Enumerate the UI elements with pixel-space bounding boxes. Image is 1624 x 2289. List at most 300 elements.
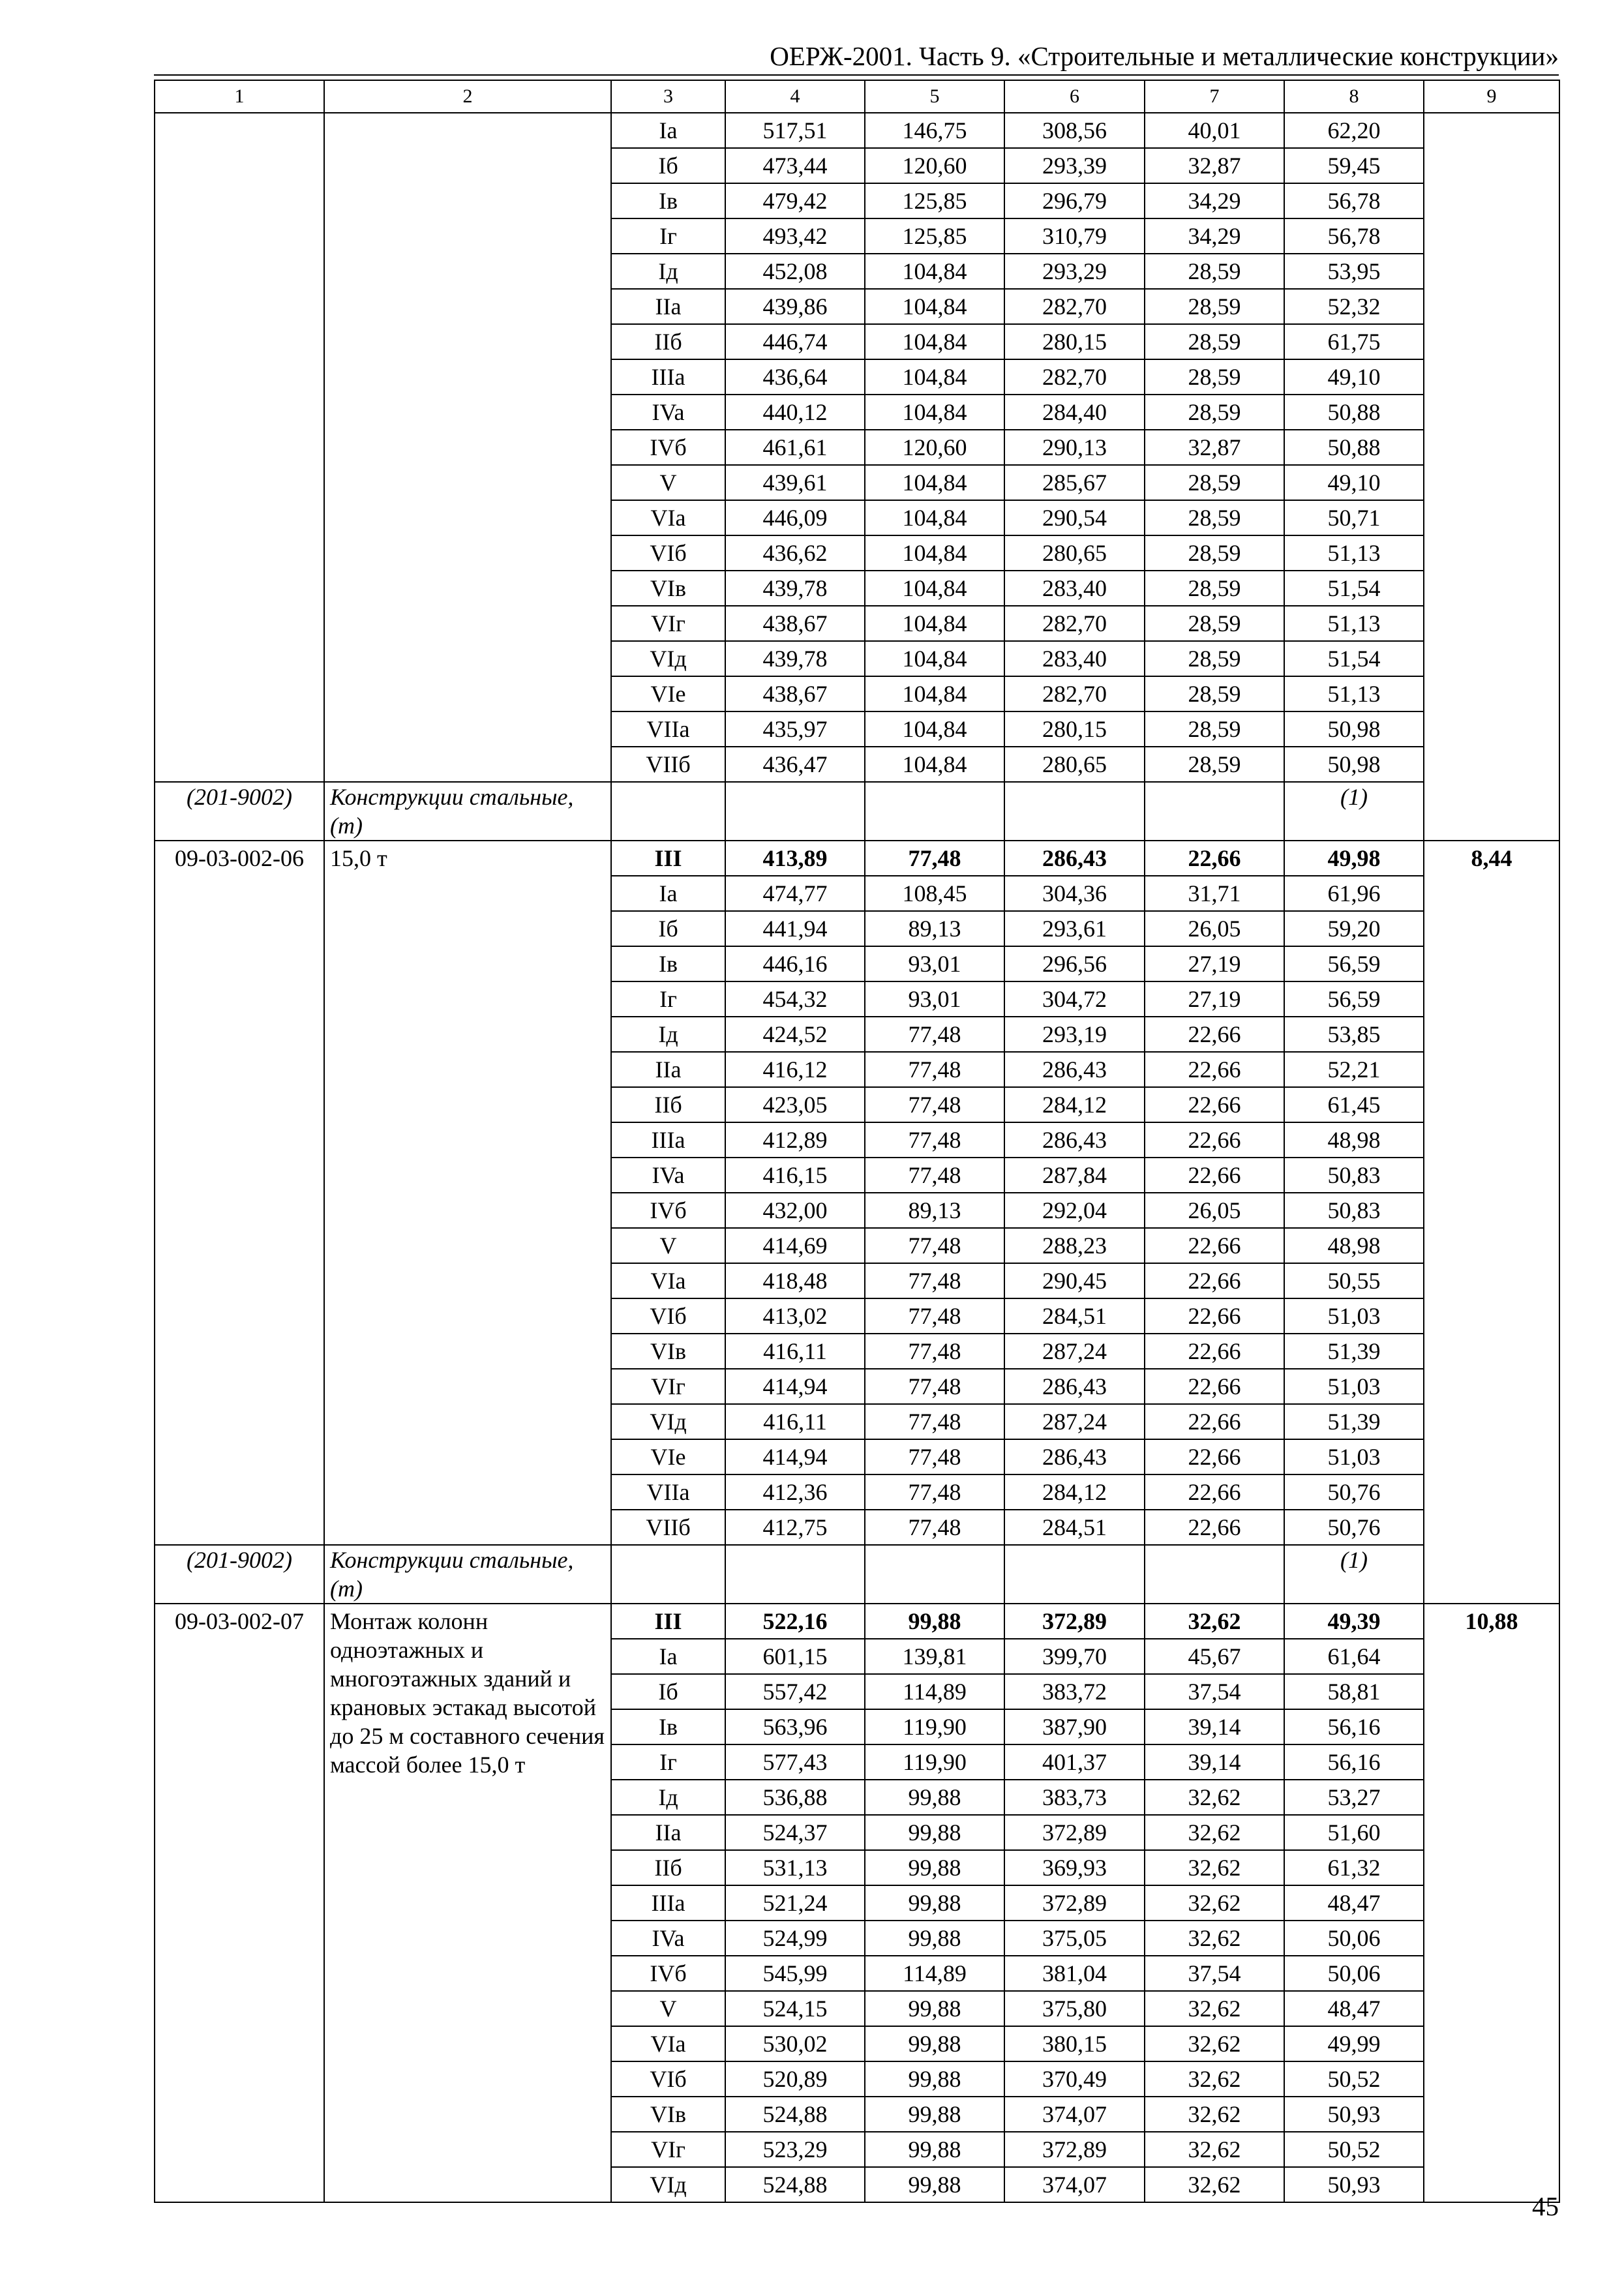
value-cell: 61,64 xyxy=(1284,1639,1424,1674)
value-cell: 372,89 xyxy=(1004,2132,1145,2167)
value-cell: 418,48 xyxy=(725,1263,865,1298)
value-cell: 439,78 xyxy=(725,641,865,676)
value-cell: 104,84 xyxy=(865,571,1004,606)
value-cell: 104,84 xyxy=(865,535,1004,571)
value-cell: 28,59 xyxy=(1145,606,1284,641)
value-cell: 49,10 xyxy=(1284,465,1424,500)
value-cell: 104,84 xyxy=(865,324,1004,359)
value-cell: 104,84 xyxy=(865,289,1004,324)
value-cell: 48,47 xyxy=(1284,1885,1424,1921)
value-cell: 413,02 xyxy=(725,1298,865,1334)
value-cell: 53,85 xyxy=(1284,1017,1424,1052)
zone-cell: Iв xyxy=(611,1709,725,1744)
value-cell: 56,16 xyxy=(1284,1709,1424,1744)
value-cell: 50,93 xyxy=(1284,2167,1424,2202)
value-cell: 293,29 xyxy=(1004,254,1145,289)
value-cell: 296,56 xyxy=(1004,946,1145,981)
value-cell: 22,66 xyxy=(1145,1439,1284,1474)
value-cell: 49,98 xyxy=(1284,841,1424,876)
value-cell: 51,39 xyxy=(1284,1334,1424,1369)
value-cell: 283,40 xyxy=(1004,571,1145,606)
value-cell: 293,19 xyxy=(1004,1017,1145,1052)
value-cell: 27,19 xyxy=(1145,981,1284,1017)
value-cell: 56,16 xyxy=(1284,1744,1424,1780)
zone-cell: V xyxy=(611,1991,725,2026)
value-cell: 381,04 xyxy=(1004,1956,1145,1991)
value-cell: 32,62 xyxy=(1145,1921,1284,1956)
value-cell: 77,48 xyxy=(865,1334,1004,1369)
value-cell: 522,16 xyxy=(725,1604,865,1639)
value-cell: 77,48 xyxy=(865,841,1004,876)
value-cell: 51,13 xyxy=(1284,606,1424,641)
zone-cell: Iд xyxy=(611,1780,725,1815)
value-cell: 375,05 xyxy=(1004,1921,1145,1956)
material-code: (201-9002) xyxy=(155,782,324,841)
value-cell: 22,66 xyxy=(1145,1404,1284,1439)
value-cell: 284,12 xyxy=(1004,1474,1145,1510)
value-cell: 26,05 xyxy=(1145,911,1284,946)
zone-cell: IIб xyxy=(611,1850,725,1885)
zone-cell: IVa xyxy=(611,1921,725,1956)
labor-cost-cell xyxy=(1424,113,1559,841)
zone-cell: VIб xyxy=(611,535,725,571)
value-cell: 28,59 xyxy=(1145,500,1284,535)
value-cell: 436,62 xyxy=(725,535,865,571)
value-cell: 22,66 xyxy=(1145,1228,1284,1263)
column-number: 4 xyxy=(725,80,865,113)
zone-cell: VIв xyxy=(611,2097,725,2132)
value-cell: 34,29 xyxy=(1145,218,1284,254)
zone-cell: VIIб xyxy=(611,1510,725,1545)
zone-cell: IIб xyxy=(611,324,725,359)
value-cell: 284,51 xyxy=(1004,1510,1145,1545)
value-cell: 282,70 xyxy=(1004,606,1145,641)
value-cell: 22,66 xyxy=(1145,841,1284,876)
value-cell: 50,93 xyxy=(1284,2097,1424,2132)
value-cell: 22,66 xyxy=(1145,1052,1284,1087)
value-cell: 372,89 xyxy=(1004,1885,1145,1921)
value-cell: 32,62 xyxy=(1145,1885,1284,1921)
value-cell: 446,74 xyxy=(725,324,865,359)
value-cell: 461,61 xyxy=(725,430,865,465)
value-cell: 104,84 xyxy=(865,500,1004,535)
labor-cost-cell xyxy=(1424,1604,1559,2202)
value-cell: 22,66 xyxy=(1145,1263,1284,1298)
value-cell: 37,54 xyxy=(1145,1674,1284,1709)
value-cell: 22,66 xyxy=(1145,1087,1284,1122)
value-cell: 32,62 xyxy=(1145,1604,1284,1639)
material-quantity: (1) xyxy=(1284,782,1424,841)
value-cell: 45,67 xyxy=(1145,1639,1284,1674)
value-cell: 436,64 xyxy=(725,359,865,395)
empty-cell xyxy=(611,782,725,841)
zone-cell: Iд xyxy=(611,254,725,289)
value-cell: 436,47 xyxy=(725,747,865,782)
value-cell: 286,43 xyxy=(1004,1122,1145,1158)
value-cell: 439,86 xyxy=(725,289,865,324)
work-name: 15,0 т xyxy=(330,845,387,871)
value-cell: 372,89 xyxy=(1004,1604,1145,1639)
value-cell: 293,39 xyxy=(1004,148,1145,183)
zone-cell: VIIа xyxy=(611,1474,725,1510)
material-row xyxy=(155,1545,1559,1604)
value-cell: 545,99 xyxy=(725,1956,865,1991)
column-number: 1 xyxy=(155,80,324,113)
value-cell: 536,88 xyxy=(725,1780,865,1815)
value-cell: 37,54 xyxy=(1145,1956,1284,1991)
value-cell: 32,62 xyxy=(1145,1780,1284,1815)
value-cell: 50,83 xyxy=(1284,1193,1424,1228)
value-cell: 577,43 xyxy=(725,1744,865,1780)
column-number: 9 xyxy=(1424,80,1559,113)
value-cell: 28,59 xyxy=(1145,395,1284,430)
value-cell: 521,24 xyxy=(725,1885,865,1921)
value-cell: 308,56 xyxy=(1004,113,1145,148)
labor-cost-cell xyxy=(1424,841,1559,1604)
value-cell: 61,45 xyxy=(1284,1087,1424,1122)
zone-cell: VIд xyxy=(611,2167,725,2202)
zone-cell: VIг xyxy=(611,606,725,641)
work-name-cell xyxy=(324,113,611,782)
value-cell: 50,88 xyxy=(1284,395,1424,430)
value-cell: 104,84 xyxy=(865,676,1004,711)
value-cell: 89,13 xyxy=(865,1193,1004,1228)
empty-cell xyxy=(1004,782,1145,841)
value-cell: 524,88 xyxy=(725,2167,865,2202)
value-cell: 99,88 xyxy=(865,2097,1004,2132)
value-cell: 104,84 xyxy=(865,711,1004,747)
value-cell: 22,66 xyxy=(1145,1334,1284,1369)
value-cell: 416,15 xyxy=(725,1158,865,1193)
value-cell: 77,48 xyxy=(865,1017,1004,1052)
value-cell: 32,62 xyxy=(1145,2167,1284,2202)
labor-cost-value: 8,44 xyxy=(1471,845,1512,871)
value-cell: 48,47 xyxy=(1284,1991,1424,2026)
value-cell: 56,78 xyxy=(1284,183,1424,218)
value-cell: 454,32 xyxy=(725,981,865,1017)
value-cell: 49,10 xyxy=(1284,359,1424,395)
value-cell: 99,88 xyxy=(865,1780,1004,1815)
value-cell: 452,08 xyxy=(725,254,865,289)
value-cell: 51,39 xyxy=(1284,1404,1424,1439)
zone-cell: IVб xyxy=(611,1193,725,1228)
value-cell: 524,15 xyxy=(725,1991,865,2026)
value-cell: 282,70 xyxy=(1004,289,1145,324)
value-cell: 424,52 xyxy=(725,1017,865,1052)
value-cell: 77,48 xyxy=(865,1369,1004,1404)
value-cell: 34,29 xyxy=(1145,183,1284,218)
rate-code: 09-03-002-07 xyxy=(175,1608,304,1634)
value-cell: 387,90 xyxy=(1004,1709,1145,1744)
value-cell: 99,88 xyxy=(865,2061,1004,2097)
value-cell: 520,89 xyxy=(725,2061,865,2097)
value-cell: 282,70 xyxy=(1004,676,1145,711)
value-cell: 383,73 xyxy=(1004,1780,1145,1815)
value-cell: 99,88 xyxy=(865,1850,1004,1885)
zone-cell: IIа xyxy=(611,1815,725,1850)
value-cell: 557,42 xyxy=(725,1674,865,1709)
work-name xyxy=(330,113,605,116)
value-cell: 99,88 xyxy=(865,1815,1004,1850)
value-cell: 412,89 xyxy=(725,1122,865,1158)
value-cell: 51,13 xyxy=(1284,676,1424,711)
value-cell: 446,16 xyxy=(725,946,865,981)
zone-cell: Iв xyxy=(611,183,725,218)
empty-cell xyxy=(611,1545,725,1604)
value-cell: 28,59 xyxy=(1145,289,1284,324)
value-cell: 114,89 xyxy=(865,1674,1004,1709)
value-cell: 440,12 xyxy=(725,395,865,430)
zone-cell: VIa xyxy=(611,1263,725,1298)
zone-cell: Iб xyxy=(611,911,725,946)
value-cell: 59,45 xyxy=(1284,148,1424,183)
value-cell: 286,43 xyxy=(1004,1439,1145,1474)
value-cell: 374,07 xyxy=(1004,2167,1145,2202)
zone-cell: VIa xyxy=(611,2026,725,2061)
empty-cell xyxy=(1004,1545,1145,1604)
material-code: (201-9002) xyxy=(155,1545,324,1604)
value-cell: 52,21 xyxy=(1284,1052,1424,1087)
table-row xyxy=(155,841,1559,876)
value-cell: 99,88 xyxy=(865,2167,1004,2202)
value-cell: 48,98 xyxy=(1284,1228,1424,1263)
value-cell: 28,59 xyxy=(1145,641,1284,676)
value-cell: 28,59 xyxy=(1145,254,1284,289)
value-cell: 413,89 xyxy=(725,841,865,876)
value-cell: 293,61 xyxy=(1004,911,1145,946)
value-cell: 414,94 xyxy=(725,1439,865,1474)
value-cell: 26,05 xyxy=(1145,1193,1284,1228)
value-cell: 290,45 xyxy=(1004,1263,1145,1298)
zone-cell: VIв xyxy=(611,571,725,606)
value-cell: 104,84 xyxy=(865,465,1004,500)
value-cell: 524,37 xyxy=(725,1815,865,1850)
zone-cell: Iг xyxy=(611,218,725,254)
value-cell: 292,04 xyxy=(1004,1193,1145,1228)
value-cell: 290,54 xyxy=(1004,500,1145,535)
value-cell: 77,48 xyxy=(865,1510,1004,1545)
value-cell: 51,54 xyxy=(1284,641,1424,676)
value-cell: 32,62 xyxy=(1145,1815,1284,1850)
work-name-cell xyxy=(324,1604,611,2202)
value-cell: 77,48 xyxy=(865,1439,1004,1474)
zone-cell: Iв xyxy=(611,946,725,981)
value-cell: 523,29 xyxy=(725,2132,865,2167)
value-cell: 27,19 xyxy=(1145,946,1284,981)
table-row xyxy=(155,113,1559,148)
value-cell: 441,94 xyxy=(725,911,865,946)
value-cell: 77,48 xyxy=(865,1263,1004,1298)
value-cell: 280,65 xyxy=(1004,535,1145,571)
value-cell: 77,48 xyxy=(865,1474,1004,1510)
value-cell: 28,59 xyxy=(1145,324,1284,359)
value-cell: 31,71 xyxy=(1145,876,1284,911)
value-cell: 104,84 xyxy=(865,359,1004,395)
value-cell: 401,37 xyxy=(1004,1744,1145,1780)
value-cell: 50,88 xyxy=(1284,430,1424,465)
value-cell: 438,67 xyxy=(725,606,865,641)
value-cell: 51,03 xyxy=(1284,1439,1424,1474)
value-cell: 286,43 xyxy=(1004,1052,1145,1087)
value-cell: 369,93 xyxy=(1004,1850,1145,1885)
zone-cell: Iд xyxy=(611,1017,725,1052)
value-cell: 146,75 xyxy=(865,113,1004,148)
value-cell: 48,98 xyxy=(1284,1122,1424,1158)
value-cell: 93,01 xyxy=(865,946,1004,981)
zone-cell: VIг xyxy=(611,1369,725,1404)
value-cell: 50,76 xyxy=(1284,1510,1424,1545)
value-cell: 290,13 xyxy=(1004,430,1145,465)
value-cell: 412,75 xyxy=(725,1510,865,1545)
value-cell: 304,72 xyxy=(1004,981,1145,1017)
value-cell: 93,01 xyxy=(865,981,1004,1017)
value-cell: 284,51 xyxy=(1004,1298,1145,1334)
rates-table xyxy=(154,80,1560,2203)
value-cell: 287,24 xyxy=(1004,1334,1145,1369)
value-cell: 287,84 xyxy=(1004,1158,1145,1193)
value-cell: 524,99 xyxy=(725,1921,865,1956)
rate-code-cell xyxy=(155,1604,324,2202)
value-cell: 61,75 xyxy=(1284,324,1424,359)
value-cell: 39,14 xyxy=(1145,1709,1284,1744)
value-cell: 51,03 xyxy=(1284,1369,1424,1404)
value-cell: 50,83 xyxy=(1284,1158,1424,1193)
value-cell: 383,72 xyxy=(1004,1674,1145,1709)
value-cell: 77,48 xyxy=(865,1298,1004,1334)
page-header: ОЕРЖ-2001. Часть 9. «Строительные и металлические конструкции» xyxy=(770,41,1559,71)
rate-code: 09-03-002-06 xyxy=(175,845,304,871)
value-cell: 283,40 xyxy=(1004,641,1145,676)
value-cell: 99,88 xyxy=(865,1921,1004,1956)
value-cell: 119,90 xyxy=(865,1709,1004,1744)
value-cell: 28,59 xyxy=(1145,359,1284,395)
value-cell: 77,48 xyxy=(865,1122,1004,1158)
value-cell: 77,48 xyxy=(865,1228,1004,1263)
value-cell: 51,13 xyxy=(1284,535,1424,571)
zone-cell: Iб xyxy=(611,1674,725,1709)
value-cell: 375,80 xyxy=(1004,1991,1145,2026)
empty-cell xyxy=(725,1545,865,1604)
zone-cell: VIе xyxy=(611,1439,725,1474)
rate-code-cell xyxy=(155,113,324,782)
value-cell: 32,62 xyxy=(1145,1850,1284,1885)
value-cell: 28,59 xyxy=(1145,711,1284,747)
value-cell: 58,81 xyxy=(1284,1674,1424,1709)
value-cell: 435,97 xyxy=(725,711,865,747)
zone-cell: Ia xyxy=(611,876,725,911)
value-cell: 22,66 xyxy=(1145,1158,1284,1193)
empty-cell xyxy=(725,782,865,841)
value-cell: 56,59 xyxy=(1284,946,1424,981)
zone-cell: VIд xyxy=(611,1404,725,1439)
value-cell: 104,84 xyxy=(865,395,1004,430)
value-cell: 32,87 xyxy=(1145,430,1284,465)
zone-cell: IIIа xyxy=(611,1885,725,1921)
zone-cell: IVa xyxy=(611,395,725,430)
zone-cell: Iг xyxy=(611,1744,725,1780)
value-cell: 50,06 xyxy=(1284,1921,1424,1956)
value-cell: 77,48 xyxy=(865,1404,1004,1439)
value-cell: 61,96 xyxy=(1284,876,1424,911)
table-row xyxy=(155,1604,1559,1639)
value-cell: 432,00 xyxy=(725,1193,865,1228)
zone-cell: VIб xyxy=(611,1298,725,1334)
value-cell: 439,61 xyxy=(725,465,865,500)
value-cell: 22,66 xyxy=(1145,1017,1284,1052)
zone-cell: IVб xyxy=(611,430,725,465)
value-cell: 423,05 xyxy=(725,1087,865,1122)
value-cell: 99,88 xyxy=(865,2132,1004,2167)
value-cell: 114,89 xyxy=(865,1956,1004,1991)
value-cell: 399,70 xyxy=(1004,1639,1145,1674)
column-number: 5 xyxy=(865,80,1004,113)
value-cell: 287,24 xyxy=(1004,1404,1145,1439)
zone-cell: IIа xyxy=(611,289,725,324)
value-cell: 56,78 xyxy=(1284,218,1424,254)
value-cell: 89,13 xyxy=(865,911,1004,946)
value-cell: 51,60 xyxy=(1284,1815,1424,1850)
zone-cell: Ia xyxy=(611,113,725,148)
value-cell: 473,44 xyxy=(725,148,865,183)
value-cell: 531,13 xyxy=(725,1850,865,1885)
value-cell: 32,62 xyxy=(1145,2026,1284,2061)
value-cell: 601,15 xyxy=(725,1639,865,1674)
value-cell: 59,20 xyxy=(1284,911,1424,946)
value-cell: 530,02 xyxy=(725,2026,865,2061)
value-cell: 22,66 xyxy=(1145,1122,1284,1158)
value-cell: 51,54 xyxy=(1284,571,1424,606)
value-cell: 296,79 xyxy=(1004,183,1145,218)
column-number: 2 xyxy=(324,80,611,113)
value-cell: 50,06 xyxy=(1284,1956,1424,1991)
value-cell: 49,99 xyxy=(1284,2026,1424,2061)
value-cell: 282,70 xyxy=(1004,359,1145,395)
value-cell: 50,71 xyxy=(1284,500,1424,535)
value-cell: 125,85 xyxy=(865,183,1004,218)
value-cell: 374,07 xyxy=(1004,2097,1145,2132)
labor-cost-value: 10,88 xyxy=(1465,1608,1518,1634)
value-cell: 50,76 xyxy=(1284,1474,1424,1510)
zone-cell: VIIа xyxy=(611,711,725,747)
value-cell: 77,48 xyxy=(865,1158,1004,1193)
column-number: 6 xyxy=(1004,80,1145,113)
zone-cell: Ia xyxy=(611,1639,725,1674)
zone-cell: VIб xyxy=(611,2061,725,2097)
value-cell: 28,59 xyxy=(1145,465,1284,500)
value-cell: 28,59 xyxy=(1145,676,1284,711)
value-cell: 22,66 xyxy=(1145,1510,1284,1545)
value-cell: 50,98 xyxy=(1284,711,1424,747)
value-cell: 288,23 xyxy=(1004,1228,1145,1263)
value-cell: 285,67 xyxy=(1004,465,1145,500)
zone-cell: IVa xyxy=(611,1158,725,1193)
value-cell: 416,12 xyxy=(725,1052,865,1087)
value-cell: 439,78 xyxy=(725,571,865,606)
value-cell: 414,69 xyxy=(725,1228,865,1263)
zone-cell: VIд xyxy=(611,641,725,676)
value-cell: 50,52 xyxy=(1284,2132,1424,2167)
value-cell: 286,43 xyxy=(1004,1369,1145,1404)
value-cell: 104,84 xyxy=(865,606,1004,641)
value-cell: 310,79 xyxy=(1004,218,1145,254)
value-cell: 524,88 xyxy=(725,2097,865,2132)
zone-cell: III xyxy=(611,841,725,876)
value-cell: 51,03 xyxy=(1284,1298,1424,1334)
zone-cell: V xyxy=(611,1228,725,1263)
value-cell: 104,84 xyxy=(865,641,1004,676)
value-cell: 53,95 xyxy=(1284,254,1424,289)
value-cell: 99,88 xyxy=(865,1885,1004,1921)
